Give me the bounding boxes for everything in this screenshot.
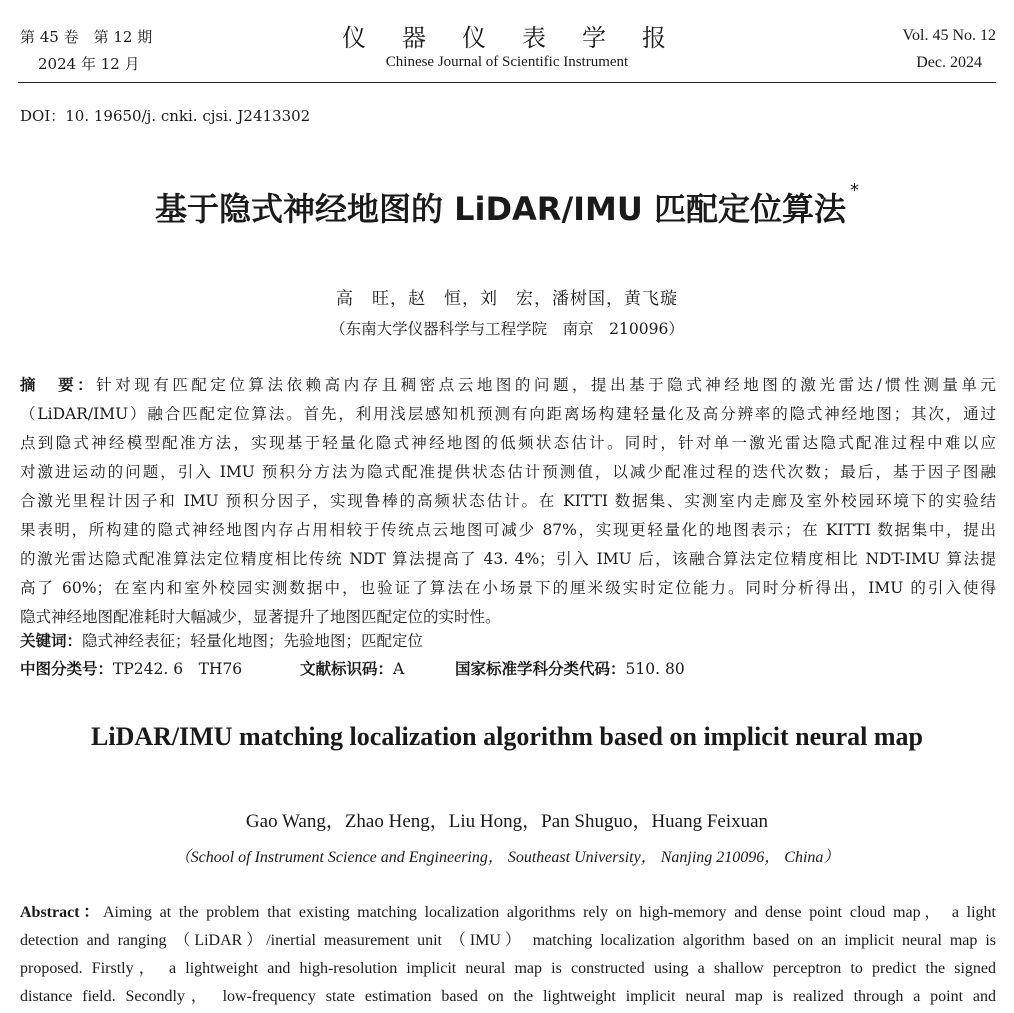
date-cn: 2024 年 12 月 bbox=[38, 55, 140, 73]
doi: DOI：10. 19650/j. cnki. cjsi. J2413302 bbox=[20, 107, 311, 125]
paper-title-en: LiDAR/IMU matching localization algorithm based on implicit neural map bbox=[91, 722, 923, 751]
abstract-en-line: Abstract：Aiming at the problem that existing matching localization algorithms rely on high-memory and dense point cloud map， a light bbox=[20, 904, 996, 921]
keywords-cn bbox=[20, 629, 423, 651]
date-en: Dec. 2024 bbox=[916, 54, 982, 71]
paper-title-cn bbox=[0, 180, 1014, 230]
abstract-en-label: Abstract： bbox=[20, 904, 103, 921]
header-rule bbox=[18, 82, 996, 83]
discipline-code: 国家标准学科分类代码：510. 80 bbox=[455, 660, 685, 678]
title-footnote-mark: * bbox=[850, 180, 860, 201]
abstract-cn-line: 摘 要：针对现有匹配定位算法依赖高内存且稠密点云地图的问题，提出基于隐式神经地图的激光雷达/惯性测量单元 bbox=[20, 376, 996, 394]
keywords-label: 关键词： bbox=[20, 632, 83, 650]
abstract-en-line: detection and ranging （LiDAR）/inertial measurement unit （IMU） matching localization algorithm based on an implicit neural map is bbox=[20, 932, 996, 949]
affiliation-cn: （东南大学仪器科学与工程学院 南京 210096） bbox=[330, 320, 684, 338]
abstract-cn-line: 点到隐式神经模型配准方法，实现基于轻量化隐式神经地图的低频状态估计。同时，针对单一激光雷达隐式配准过程中难以应 bbox=[20, 434, 996, 452]
abstract-cn-line: 合激光里程计因子和 IMU 预积分因子，实现鲁棒的高频状态估计。在 KITTI 数据集、实测室内走廊及室外校园环境下的实验结 bbox=[20, 492, 996, 510]
keywords-value: 隐式神经表征；轻量化地图；先验地图；匹配定位 bbox=[82, 632, 424, 650]
journal-title-en: Chinese Journal of Scientific Instrument bbox=[385, 54, 629, 70]
abstract-cn-line: 隐式神经地图配准耗时大幅减少，显著提升了地图匹配定位的实时性。 bbox=[20, 608, 501, 626]
journal-title-cn: 仪 器 仪 表 学 报 bbox=[342, 24, 672, 52]
abstract-cn-label: 摘 要： bbox=[20, 376, 97, 394]
authors-cn: 高 旺，赵 恒，刘 宏，潘树国，黄飞璇 bbox=[336, 289, 678, 309]
abstract-cn bbox=[20, 371, 996, 632]
title-text: 基于隐式神经地图的 LiDAR/IMU 匹配定位算法 bbox=[154, 190, 847, 228]
affiliation-en: （School of Instrument Science and Engineering， Southeast University， Nanjing 210096， China） bbox=[174, 849, 840, 866]
abstract-cn-line: 高了 60%；在室内和室外校园实测数据中，也验证了算法在小场景下的厘米级实时定位能力。同时分析得出，IMU 的引入使得 bbox=[20, 579, 996, 597]
abstract-en-line: distance field. Secondly， low-frequency state estimation based on the lightweight implicit neural map is realized through a point and bbox=[20, 988, 996, 1005]
abstract-en bbox=[20, 899, 996, 1011]
abstract-en-line: proposed. Firstly， a lightweight and high-resolution implicit neural map is constructed using a shallow perceptron to predict the signed bbox=[20, 960, 996, 977]
clc-number: 中图分类号：TP242. 6 TH76 bbox=[20, 660, 243, 678]
abstract-cn-line: 果表明，所构建的隐式神经地图内存占用相较于传统点云地图可减少 87%，实现更轻量化的地图表示；在 KITTI 数据集中，提出 bbox=[20, 521, 996, 539]
volume-issue-en: Vol. 45 No. 12 bbox=[902, 27, 996, 44]
abstract-cn-line: （LiDAR/IMU）融合匹配定位算法。首先，利用浅层感知机预测有向距离场构建轻量化及高分辨率的隐式神经地图；其次，通过 bbox=[20, 405, 996, 423]
document-code: 文献标识码：A bbox=[300, 660, 405, 678]
abstract-cn-line: 对激进运动的问题，引入 IMU 预积分方法为隐式配准提供状态估计预测值，以减少配准过程的迭代次数；最后，基于因子图融 bbox=[20, 463, 996, 481]
authors-en: Gao Wang，Zhao Heng，Liu Hong，Pan Shuguo，Huang Feixuan bbox=[245, 811, 769, 832]
volume-issue-cn: 第 45 卷 第 12 期 bbox=[20, 28, 153, 46]
abstract-cn-line: 的激光雷达隐式配准算法定位精度相比传统 NDT 算法提高了 43. 4%；引入 IMU 后，该融合算法定位精度相比 NDT-IMU 算法提 bbox=[20, 550, 996, 568]
